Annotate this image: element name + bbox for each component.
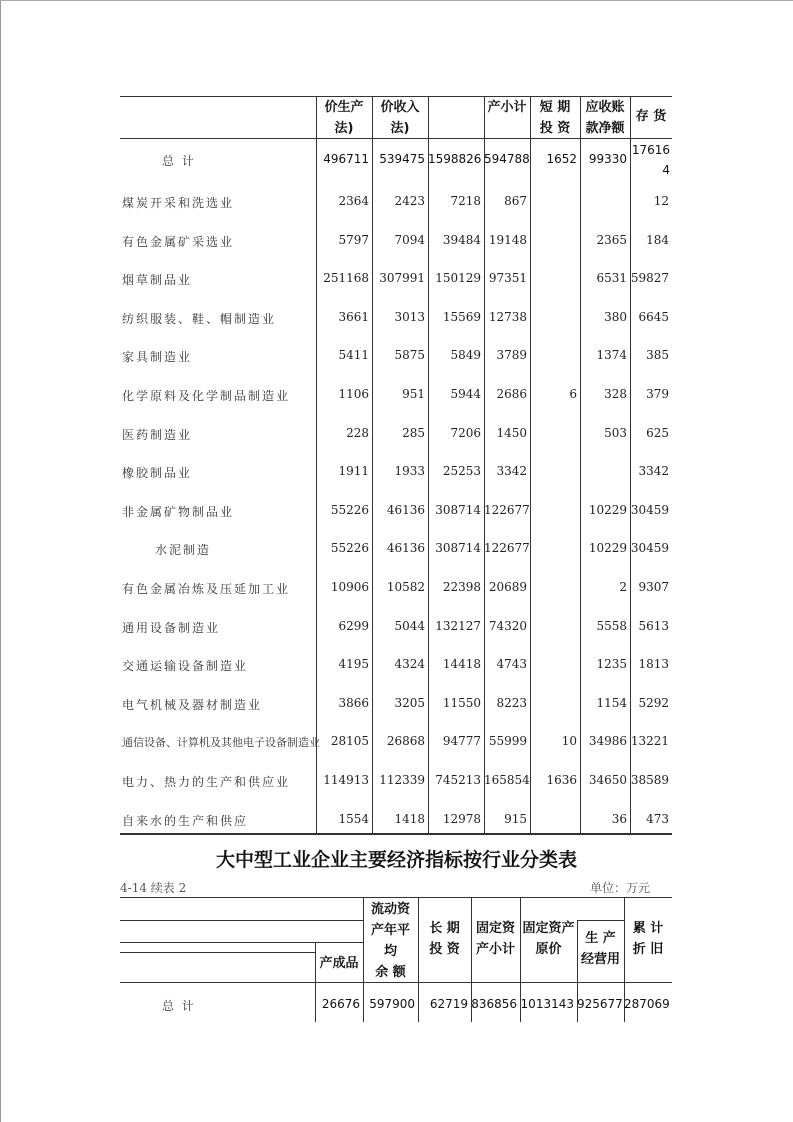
cell-value: 39484 — [442, 232, 481, 247]
cell-value: 55999 — [488, 734, 527, 749]
table-rule — [120, 833, 672, 835]
cell-value: 99330 — [588, 152, 627, 166]
cell-value: 34650 — [588, 773, 627, 787]
cell-value: 1106 — [338, 387, 369, 401]
cell-value: 3205 — [394, 695, 425, 710]
cell-value: 5044 — [394, 618, 425, 633]
cell-value: 4195 — [338, 657, 369, 672]
cell-value: 97351 — [488, 271, 527, 286]
column-header: 原价 — [535, 942, 562, 957]
cell-value: 3013 — [394, 309, 425, 324]
cell-value: 28105 — [330, 734, 369, 749]
cell-value: 307991 — [379, 271, 425, 286]
cell-value: 114913 — [323, 773, 369, 787]
cell-value: 10229 — [588, 502, 627, 517]
cell-value: 1652 — [546, 152, 577, 166]
cell-value: 46136 — [386, 502, 425, 517]
cell-value: 3342 — [638, 464, 669, 479]
cell-value: 228 — [346, 425, 369, 440]
cell-value: 20689 — [488, 580, 527, 594]
cell-value: 10229 — [588, 541, 627, 556]
cell-value: 12 — [653, 194, 669, 208]
cell-value: 594788 — [484, 152, 530, 166]
cell-value: 3661 — [338, 309, 369, 324]
cell-value: 3342 — [496, 464, 527, 479]
row-label: 烟草制品业 — [122, 273, 193, 288]
cell-value: 1933 — [394, 464, 425, 479]
cell-value: 915 — [504, 811, 527, 826]
column-header: 短 期 — [539, 100, 571, 115]
table-rule — [120, 952, 315, 953]
column-header: 生 产 — [585, 931, 616, 946]
column-header: 折 旧 — [632, 942, 664, 957]
cell-value: 34986 — [588, 734, 627, 749]
cell-value: 6 — [569, 387, 577, 401]
column-header: 法) — [334, 121, 354, 136]
column-header: 均 — [383, 944, 397, 959]
row-label: 自来水的生产和供应 — [122, 813, 249, 828]
row-label-total: 总 计 — [162, 154, 196, 168]
cell-value: 55226 — [330, 541, 369, 556]
cell-value: 5292 — [638, 695, 669, 710]
column-header: 产年平 — [370, 923, 410, 938]
cell-value: 5613 — [638, 618, 669, 633]
row-label: 水泥制造 — [155, 543, 212, 558]
row-label: 有色金属冶炼及压延加工业 — [122, 582, 291, 596]
cell-value: 1235 — [596, 657, 627, 672]
cell-value: 15569 — [442, 309, 481, 324]
column-header: 投 资 — [539, 121, 571, 136]
cell-value: 11550 — [442, 695, 481, 710]
cell-value: 19148 — [488, 232, 527, 247]
column-header: 长 期 — [429, 921, 460, 936]
cell-value: 165854 — [484, 773, 530, 787]
cell-value: 38589 — [630, 773, 669, 787]
cell-value: 5558 — [596, 618, 627, 633]
table-rule — [577, 920, 624, 921]
column-header: 余 额 — [375, 965, 406, 980]
cell-value: 3789 — [496, 348, 527, 363]
row-label: 橡胶制品业 — [122, 466, 193, 481]
cell-value: 625 — [646, 425, 669, 440]
row-label: 纺织服装、鞋、帽制造业 — [122, 311, 277, 326]
cell-value: 132127 — [435, 618, 481, 633]
cell-value: 25253 — [442, 464, 481, 479]
cell-value: 8223 — [496, 695, 527, 710]
cell-value: 6645 — [638, 309, 669, 324]
column-header: 产成品 — [319, 956, 359, 971]
cell-value: 1154 — [596, 695, 627, 710]
cell-value: 2686 — [496, 387, 527, 401]
cell-value: 9307 — [638, 580, 669, 594]
column-header: 存 货 — [635, 109, 667, 124]
cell-value: 74320 — [488, 618, 527, 633]
row-label: 电气机械及器材制造业 — [122, 697, 263, 712]
cell-value: 4324 — [394, 657, 425, 672]
cell-value: 1554 — [338, 811, 369, 826]
column-header: 产小计 — [475, 942, 515, 957]
cell-value: 1598826 — [428, 152, 482, 166]
cell-value: 17616 — [631, 143, 670, 157]
cell-value: 925677 — [577, 997, 623, 1011]
cell-value: 328 — [604, 387, 627, 401]
cell-value: 836856 — [471, 997, 517, 1011]
row-label: 化学原料及化学制品制造业 — [122, 389, 291, 403]
cell-value: 10582 — [386, 580, 425, 594]
cell-value: 1013143 — [520, 997, 574, 1011]
page-border — [0, 0, 793, 1]
cell-value: 385 — [646, 348, 669, 363]
cell-value: 285 — [402, 425, 425, 440]
table-rule — [120, 897, 672, 898]
cell-value: 308714 — [435, 502, 481, 517]
cell-value: 55226 — [330, 502, 369, 517]
column-header: 投 资 — [429, 942, 460, 957]
column-header: 产小计 — [487, 100, 527, 115]
cell-value: 59827 — [630, 271, 669, 286]
cell-value: 94777 — [442, 734, 481, 749]
cell-value: 26676 — [321, 997, 360, 1011]
cell-value: 62719 — [429, 997, 468, 1011]
cell-value: 867 — [504, 194, 527, 208]
cell-value: 539475 — [379, 152, 425, 166]
cell-value: 184 — [646, 232, 669, 247]
column-header: 款净额 — [585, 121, 625, 136]
cell-value: 30459 — [630, 541, 669, 556]
cell-value: 251168 — [323, 271, 369, 286]
column-header: 固定资产 — [522, 921, 575, 936]
table-number: 4-14 续表 2 — [120, 881, 187, 895]
cell-value: 150129 — [435, 271, 481, 286]
cell-value: 7094 — [394, 232, 425, 247]
table-rule — [120, 920, 363, 921]
cell-value: 1911 — [338, 464, 369, 479]
cell-value: 12978 — [442, 811, 481, 826]
column-header: 法) — [390, 121, 410, 136]
cell-value: 6531 — [596, 271, 627, 286]
cell-value: 745213 — [435, 773, 481, 787]
page-title: 大中型工业企业主要经济指标按行业分类表 — [215, 849, 577, 871]
cell-value: 503 — [604, 425, 627, 440]
cell-value: 5797 — [338, 232, 369, 247]
cell-value: 5944 — [450, 387, 481, 401]
column-header: 流动资 — [370, 902, 410, 917]
column-header: 价生产 — [324, 100, 364, 115]
row-label: 通用设备制造业 — [122, 620, 221, 635]
cell-value: 122677 — [484, 502, 530, 517]
cell-value: 1418 — [394, 811, 425, 826]
cell-value: 13221 — [630, 734, 669, 749]
table-rule — [120, 942, 363, 943]
cell-value: 379 — [646, 387, 669, 401]
column-header: 固定资 — [475, 921, 515, 936]
cell-value: 308714 — [435, 541, 481, 556]
cell-value: 36 — [611, 811, 627, 826]
cell-value: 2365 — [596, 232, 627, 247]
cell-value: 14418 — [442, 657, 481, 672]
cell-value: 1636 — [546, 773, 577, 787]
cell-value: 26868 — [386, 734, 425, 749]
page-border — [0, 0, 1, 1122]
cell-value: 2364 — [338, 194, 369, 208]
unit-label: 单位：万元 — [590, 881, 651, 895]
column-divider — [530, 96, 531, 833]
row-label: 家具制造业 — [122, 350, 193, 365]
cell-value: 597900 — [369, 997, 415, 1011]
row-label-total: 总 计 — [162, 999, 196, 1013]
cell-value: 5849 — [450, 348, 481, 363]
row-label: 煤炭开采和洗选业 — [122, 196, 235, 210]
cell-value: 46136 — [386, 541, 425, 556]
column-header: 价收入 — [380, 100, 420, 115]
column-header: 累 计 — [632, 921, 664, 936]
cell-value: 1813 — [638, 657, 669, 672]
cell-value: 12738 — [488, 309, 527, 324]
cell-value: 22398 — [442, 580, 481, 594]
column-header: 应收账 — [585, 100, 625, 115]
cell-value: 287069 — [624, 997, 670, 1011]
cell-value: 1374 — [596, 348, 627, 363]
cell-value: 496711 — [323, 152, 369, 166]
cell-value: 473 — [646, 811, 669, 826]
cell-value: 2423 — [394, 194, 425, 208]
cell-value: 30459 — [630, 502, 669, 517]
row-label: 电力、热力的生产和供应业 — [122, 775, 291, 789]
cell-value: 10 — [561, 734, 577, 749]
row-label: 非金属矿物制品业 — [122, 504, 235, 519]
column-header: 经营用 — [580, 952, 620, 967]
cell-value: 5411 — [338, 348, 369, 363]
cell-value: 122677 — [484, 541, 530, 556]
cell-value: 2 — [619, 580, 627, 594]
cell-value: 7218 — [450, 194, 481, 208]
column-divider — [580, 96, 581, 833]
cell-value: 380 — [604, 309, 627, 324]
row-label: 通信设备、计算机及其他电子设备制造业 — [122, 736, 320, 750]
cell-value: 3866 — [338, 695, 369, 710]
cell-value: 1450 — [496, 425, 527, 440]
cell-value: 951 — [402, 387, 425, 401]
cell-value: 10906 — [330, 580, 369, 594]
cell-value: 7206 — [450, 425, 481, 440]
row-label: 有色金属矿采选业 — [122, 234, 235, 249]
row-label: 医药制造业 — [122, 427, 193, 442]
cell-value: 112339 — [379, 773, 425, 787]
cell-value: 5875 — [394, 348, 425, 363]
cell-value: 4743 — [496, 657, 527, 672]
cell-value: 6299 — [338, 618, 369, 633]
cell-value: 4 — [662, 163, 670, 177]
row-label: 交通运输设备制造业 — [122, 659, 249, 674]
